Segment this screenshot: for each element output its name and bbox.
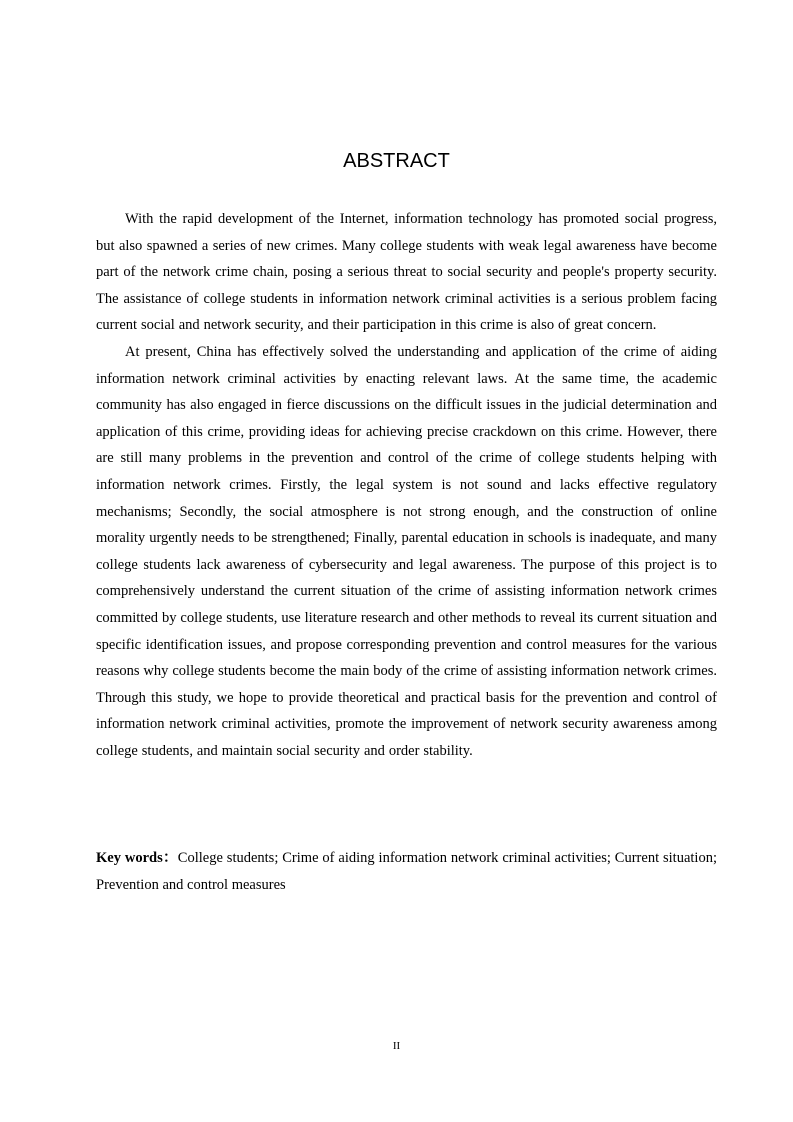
- abstract-paragraph-2: At present, China has effectively solved the understanding and application of the crime of aiding information network criminal activities by enacting relevant laws. At the same time, the academic community has also engaged in fierce discussions on the difficult issues in the judicial determination and application of this crime, providing ideas for achieving precise crackdown on this crime. However, there are still many problems in the prevention and control of the crime of college students helping with information network crimes. Firstly, the legal system is not sound and lacks effective regulatory mechanisms; Secondly, the social atmosphere is not strong enough, and the construction of online morality urgently needs to be strengthened; Finally, parental education in schools is inadequate, and many college students lack awareness of cybersecurity and legal awareness. The purpose of this project is to comprehensively understand the current situation of the crime of assisting information network crimes committed by college students, use literature research and other methods to reveal its current situation and specific identification issues, and propose corresponding prevention and control measures for the various reasons why college students become the main body of the crime of assisting information network crimes. Through this study, we hope to provide theoretical and practical basis for the prevention and control of information network criminal activities, promote the improvement of network security awareness among college students, and maintain social security and order stability.: [96, 343, 717, 759]
- keywords-section: [96, 845, 717, 898]
- abstract-title: ABSTRACT: [343, 150, 450, 172]
- page-number: II: [392, 1040, 401, 1052]
- keywords-label: Key words：: [96, 850, 178, 866]
- abstract-paragraph-1: With the rapid development of the Internet, information technology has promoted social progress, but also spawned a series of new crimes. Many college students with weak legal awareness have become part of the network crime chain, posing a serious threat to social security and people's property security. The assistance of college students in information network criminal activities is a serious problem facing current social and network security, and their participation in this crime is also of great concern.: [96, 211, 717, 334]
- keywords-text: College students; Crime of aiding information network criminal activities; Current situation; Prevention and control measures: [96, 850, 717, 893]
- abstract-body: [96, 206, 717, 764]
